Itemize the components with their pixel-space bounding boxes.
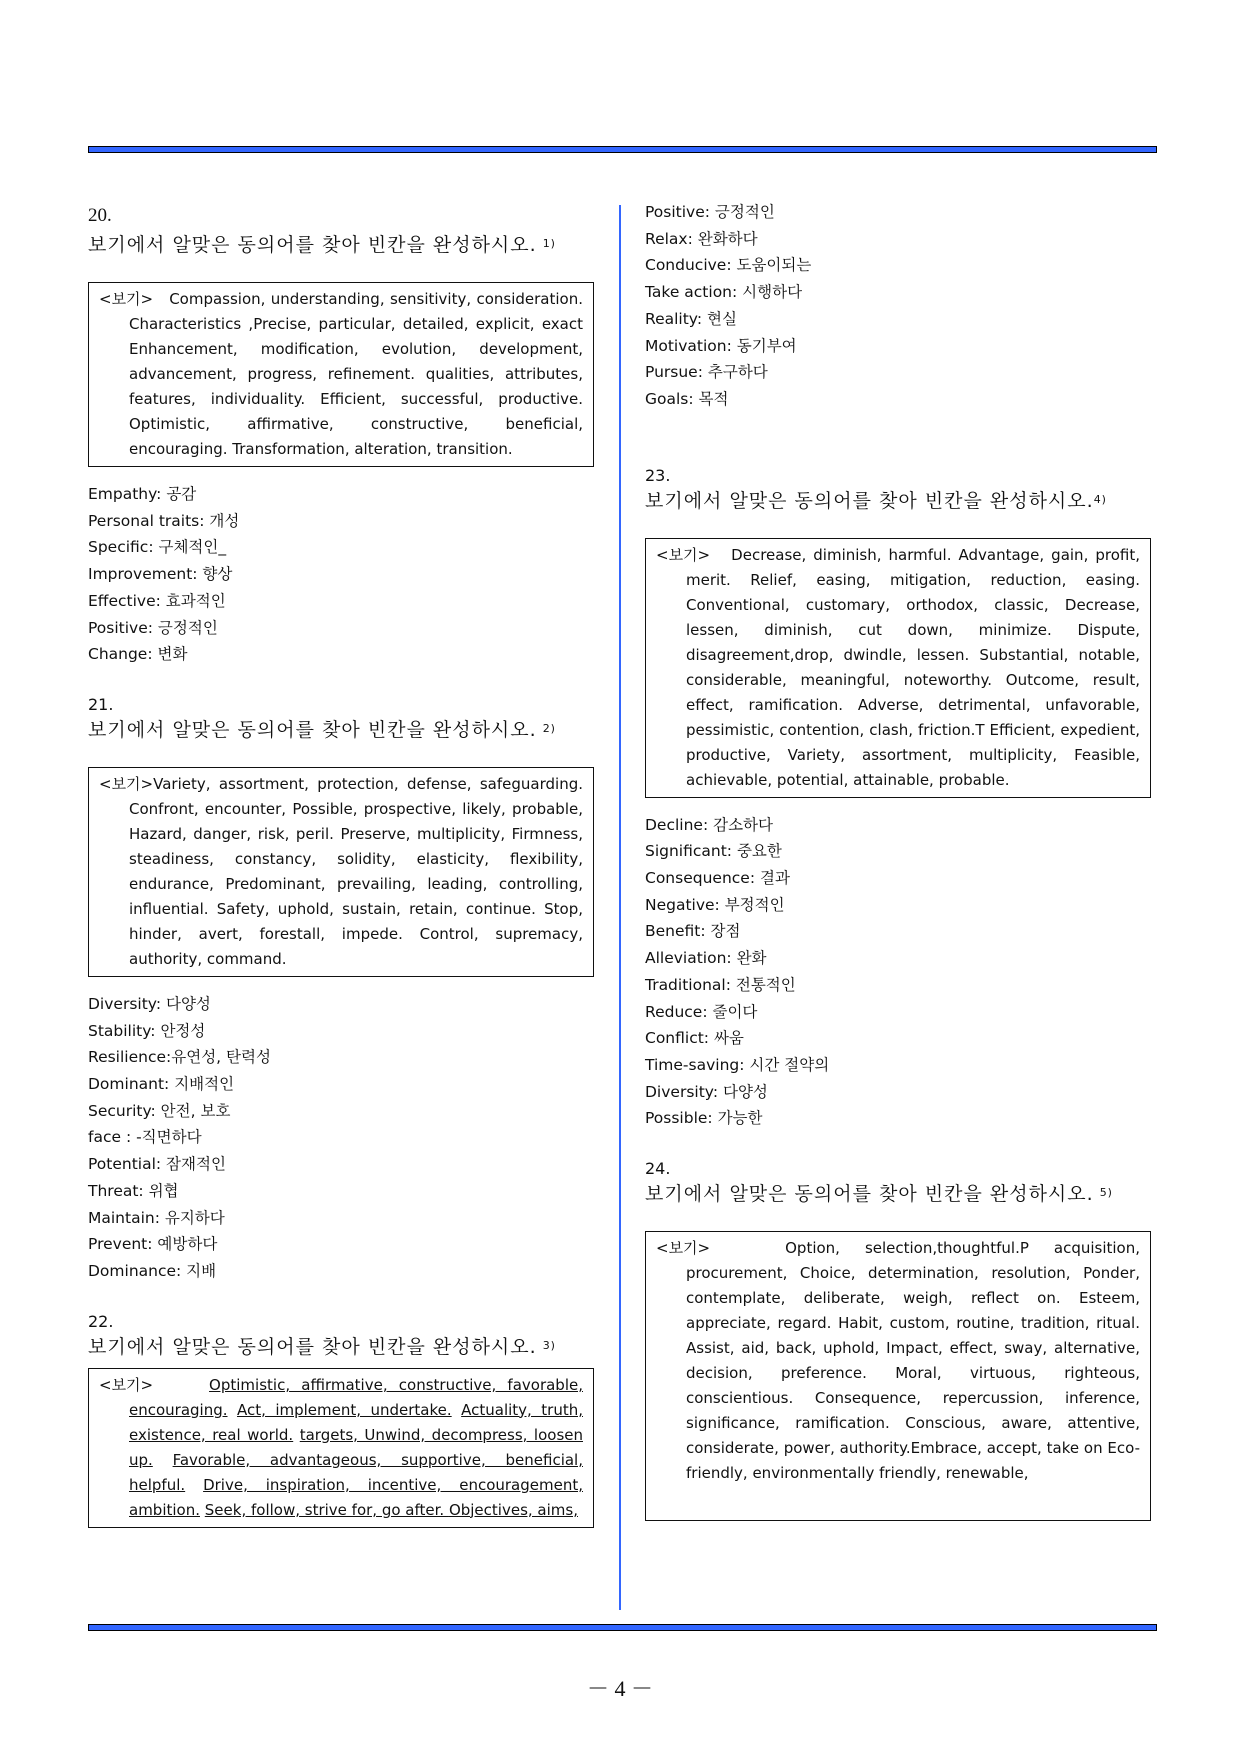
answer-item: Consequence: 결과: [645, 869, 790, 888]
answer-item: Take action: 시행하다: [645, 283, 803, 302]
question-title: 보기에서 알맞은 동의어를 찾아 빈칸을 완성하시오.$^{4)}$: [645, 489, 1107, 512]
answer-list: [88, 991, 598, 1285]
bogi-segment: Objectives, aims,: [448, 1500, 578, 1519]
question-title: 보기에서 알맞은 동의어를 찾아 빈칸을 완성하시오. $^{1)}$: [88, 234, 556, 256]
left-column: [88, 205, 598, 1528]
bogi-segment: Favorable, advantageous, supportive, beneficial, helpful.: [129, 1450, 583, 1494]
bogi-box: [645, 1231, 1151, 1521]
footer-rule: [88, 1624, 1157, 1631]
question-title: 보기에서 알맞은 동의어를 찾아 빈칸을 완성하시오. $^{5)}$: [645, 1183, 1113, 1206]
footnote-ref[interactable]: 3): [542, 1338, 556, 1352]
bogi-box: [88, 1368, 594, 1528]
answer-item: face : -직면하다: [88, 1128, 202, 1147]
question-title: 보기에서 알맞은 동의어를 찾아 빈칸을 완성하시오. $^{2)}$: [88, 718, 556, 741]
answer-list: [645, 812, 1155, 1132]
answer-item: Resilience:유연성, 탄력성: [88, 1048, 271, 1067]
bogi-segment: Actuality, truth, existence, real world.: [129, 1400, 583, 1444]
answer-item: Pursue: 추구하다: [645, 363, 768, 382]
footnote-ref[interactable]: 2): [542, 721, 556, 735]
question-title: 보기에서 알맞은 동의어를 찾아 빈칸을 완성하시오. $^{3)}$: [88, 1335, 556, 1358]
answer-item: Threat: 위협: [88, 1181, 179, 1200]
footnote-ref[interactable]: 1): [542, 237, 556, 250]
bogi-segment: Act, implement, undertake.: [236, 1400, 452, 1419]
page-number: － 4 －: [586, 1676, 653, 1701]
bogi-segment: Seek, follow, strive for, go after.: [204, 1500, 449, 1519]
column-divider: [619, 205, 621, 1610]
answer-item: Empathy: 공감: [88, 485, 197, 503]
answer-item: Reduce: 줄이다: [645, 1002, 758, 1021]
answer-item: Possible: 가능한: [645, 1109, 763, 1128]
answer-item: Prevent: 예방하다: [88, 1235, 218, 1254]
question-number: 21.: [88, 694, 114, 714]
bogi-label: <보기>: [99, 1375, 154, 1394]
bogi-segment: targets, Unwind, decompress, loosen up.: [129, 1425, 583, 1469]
answer-item: Significant: 중요한: [645, 842, 782, 861]
answer-item: Motivation: 동기부여: [645, 336, 797, 355]
answer-item: Diversity: 다양성: [645, 1082, 768, 1101]
answer-item: Negative: 부정적인: [645, 895, 785, 914]
answer-item: Effective: 효과적인: [88, 591, 226, 610]
question-23: [645, 465, 1155, 1132]
answer-item: Personal traits: 개성: [88, 511, 240, 530]
question-22: [88, 1311, 598, 1528]
answer-item: Decline: 감소하다: [645, 815, 774, 834]
question-24: [645, 1158, 1155, 1521]
answer-item: Alleviation: 완화: [645, 949, 767, 968]
question-number: 23.: [645, 465, 671, 485]
answer-item: Benefit: 장점: [645, 922, 741, 941]
answer-item: Goals: 목적: [645, 389, 729, 408]
answer-item: Conducive: 도움이되는: [645, 256, 812, 275]
answer-item: Diversity: 다양성: [88, 994, 211, 1013]
answer-item: Traditional: 전통적인: [645, 975, 796, 994]
bogi-label: <보기>: [656, 545, 711, 564]
answer-list-q22: [645, 199, 1155, 413]
bogi-label: <보기>: [99, 290, 154, 308]
question-20: [88, 205, 598, 668]
footnote-ref[interactable]: 4): [1093, 492, 1107, 506]
header-rule: [88, 146, 1157, 153]
answer-item: Specific: 구체적인_: [88, 538, 227, 557]
bogi-segment: Drive, inspiration, incentive, encouragement, ambition.: [129, 1475, 583, 1519]
bogi-text: Compassion, understanding, sensitivity, consideration. Characteristics ,Precise, particular, detailed, explicit, exact Enhancement, modification, evolution, development, advancement, progress, refinement. qualities, attributes, features, individuality. Efficient, successful, productive. Optimistic, affirmative, constructive, beneficial, encouraging. Transformation, alteration, transition.: [129, 290, 583, 458]
answer-item: Maintain: 유지하다: [88, 1208, 225, 1227]
answer-list: [88, 481, 598, 668]
bogi-segment: Optimistic, affirmative, constructive, favorable, encouraging.: [129, 1375, 583, 1419]
bogi-text: Option, selection,thoughtful.P acquisition, procurement, Choice, determination, resolution, Ponder, contemplate, deliberate, weigh, reflect on. Esteem, appreciate, regard. Habit, custom, routine, tradition, ritual. Assist, aid, back, uphold, Impact, effect, sway, alternative, decision, preference. Moral, virtuous, righteous, conscientious. Consequence, repercussion, inference, significance, ramification. Conscious, aware, attentive, considerate, power, authority.Embrace, accept, take on Eco-friendly, environmentally friendly, renewable,: [686, 1239, 1141, 1483]
bogi-box: [88, 282, 594, 467]
answer-item: Conflict: 싸움: [645, 1029, 744, 1048]
bogi-label: <보기>: [656, 1239, 711, 1258]
answer-item: Positive: 긍정적인: [645, 203, 775, 221]
bogi-text: Decrease, diminish, harmful. Advantage, gain, profit, merit. Relief, easing, mitigation, reduction, easing. Conventional, customary, orthodox, classic, Decrease, lessen, diminish, cut down, minimize. Dispute, disagreement,drop, dwindle, lessen. Substantial, notable, considerable, meaningful, noteworthy. Outcome, result, effect, ramification. Adverse, detrimental, unfavorable, pessimistic, contention, clash, friction.T Efficient, expedient, productive, Variety, assortment, multiplicity, Feasible, achievable, potential, attainable, probable.: [686, 545, 1140, 789]
question-number: 20.: [88, 205, 112, 226]
answer-item: Time-saving: 시간 절약의: [645, 1055, 830, 1074]
answer-item: Security: 안전, 보호: [88, 1101, 231, 1120]
bogi-label: <보기>: [99, 774, 154, 793]
answer-item: Improvement: 향상: [88, 565, 233, 584]
bogi-text: Variety, assortment, protection, defense, safeguarding. Confront, encounter, Possible, prospective, likely, probable, Hazard, danger, risk, peril. Preserve, multiplicity, Firmness, steadiness, constancy, solidity, elasticity, flexibility, endurance, Predominant, prevailing, leading, controlling, influential. Safety, uphold, sustain, retain, continue. Stop, hinder, avert, forestall, impede. Control, supremacy, authority, command.: [129, 774, 583, 968]
answer-item: Change: 변화: [88, 645, 188, 664]
answer-item: Dominant: 지배적인: [88, 1075, 235, 1094]
answer-item: Stability: 안정성: [88, 1021, 206, 1040]
question-number: 22.: [88, 1311, 114, 1331]
answer-item: Dominance: 지배: [88, 1261, 217, 1280]
question-number: 24.: [645, 1159, 671, 1179]
bogi-box: [88, 767, 594, 977]
answer-item: Relax: 완화하다: [645, 229, 758, 248]
question-21: [88, 694, 598, 1285]
bogi-box: [645, 538, 1151, 798]
answer-item: Potential: 잠재적인: [88, 1155, 226, 1174]
answer-item: Positive: 긍정적인: [88, 618, 218, 637]
footnote-ref[interactable]: 5): [1099, 1186, 1113, 1200]
right-column: [645, 205, 1155, 1521]
answer-item: Reality: 현실: [645, 309, 737, 328]
